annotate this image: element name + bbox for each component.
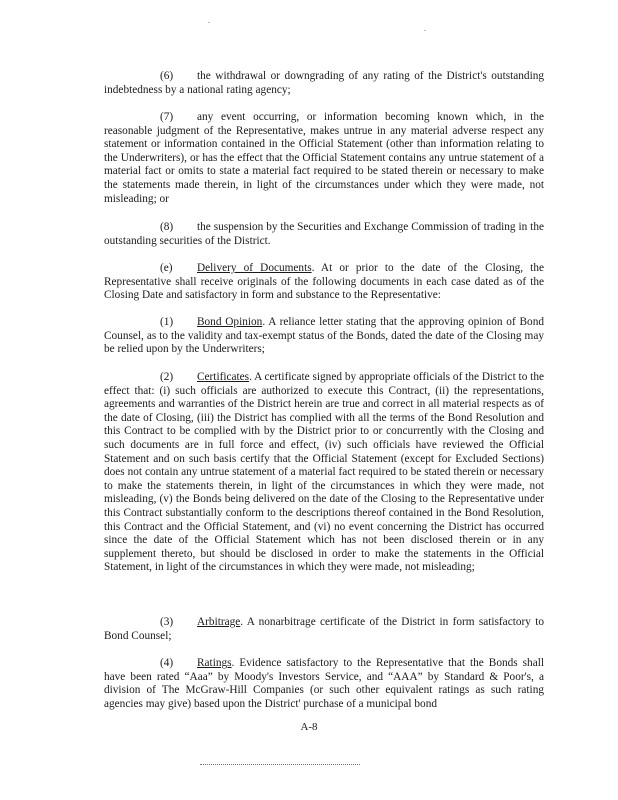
- item-number: (e): [160, 262, 173, 274]
- item-number: (4): [160, 657, 174, 669]
- document-4-ratings: [104, 657, 544, 711]
- item-number: (2): [160, 371, 174, 383]
- item-heading: Certificates: [197, 371, 250, 383]
- document-1-bond-opinion: [104, 316, 544, 357]
- paragraph-text: . A certificate signed by appropriate officials of the District to the effect that: (i) such officials are authorized to execute this Contract, (ii) the representations, agreements and warranties of the District herein are true and correct in all material respects as of the date of Closing, (iii) the District has complied with all the terms of the Bond Resolution and this Contract to be complied with by the District prior to or concurrently with the Closing and such documents are in full force and effect, (iv) such officials have reviewed the Official Statement and on such basis certify that the Official Statement (except for Excluded Sections) does not contain any untrue statement of a material fact required to be stated therein or necessary to make the statements therein, in light of the circumstances in which they were made, not misleading, (v) the Bonds being delivered on the date of the Closing to the Representative under this Contract substantially conform to the descriptions thereof contained in the Bond Resolution, this Contract and the Official Statement, and (vi) no event concerning the District has occurred since the date of the Official Statement which has not been disclosed therein or in any supplement thereto, but should be disclosed in order to make the statements in the Official Statement, in light of the circumstances in which they were made, not misleading;: [104, 371, 544, 574]
- item-heading: Arbitrage: [197, 616, 241, 628]
- footer-rule: [200, 764, 360, 765]
- section-heading: Delivery of Documents: [197, 262, 312, 274]
- document-3-arbitrage: [104, 616, 544, 643]
- item-number: (3): [160, 616, 174, 628]
- item-heading: Bond Opinion: [197, 316, 263, 328]
- paragraph-text: any event occurring, or information becoming known which, in the reasonable judgment of the Representative, makes untrue in any material adverse respect any statement or information contained in the Official Statement (other than information relating to the Underwriters), or has the effect that the Official Statement contains any untrue statement of a material fact or omits to state a material fact required to be stated therein or necessary to make the statements made therein, in light of the circumstances under which they were made, not misleading; or: [104, 111, 544, 205]
- paragraph-text: the suspension by the Securities and Exchange Commission of trading in the outstanding securities of the District.: [104, 221, 544, 247]
- paragraph-text: . A nonarbitrage certificate of the District in form satisfactory to Bond Counsel;: [104, 616, 544, 642]
- item-number: (1): [160, 316, 174, 328]
- paragraph-text: . At or prior to the date of the Closing, the Representative shall receive originals of the following documents in each case dated as of the Closing Date and satisfactory in form and substance to the Representative:: [104, 262, 544, 302]
- page-number: A-8: [300, 721, 318, 733]
- item-number: (8): [160, 221, 174, 233]
- paragraph-6: [104, 70, 544, 97]
- paragraph-text: the withdrawal or downgrading of any rating of the District's outstanding indebtedness by a national rating agency;: [104, 70, 544, 96]
- section-e-delivery-of-documents: [104, 262, 544, 303]
- item-heading: Ratings: [197, 657, 232, 669]
- scan-mark: .: [208, 16, 210, 25]
- document-2-certificates: [104, 371, 544, 575]
- item-number: (6): [160, 70, 174, 82]
- paragraph-8: [104, 221, 544, 248]
- item-number: (7): [160, 111, 174, 123]
- paragraph-text: . Evidence satisfactory to the Representative that the Bonds shall have been rated “Aaa” by Moody's Investors Service, and “AAA” by Standard & Poor's, a division of The McGraw-Hill Companies (or such other equivalent ratings as such rating agencies may give) based upon the District' purchase of a municipal bond: [104, 657, 544, 710]
- scan-mark: .: [424, 24, 426, 33]
- paragraph-text: . A reliance letter stating that the approving opinion of Bond Counsel, as to the validity and tax-exempt status of the Bonds, dated the date of the Closing may be relied upon by the Underwriters;: [104, 316, 544, 356]
- paragraph-7: [104, 111, 544, 206]
